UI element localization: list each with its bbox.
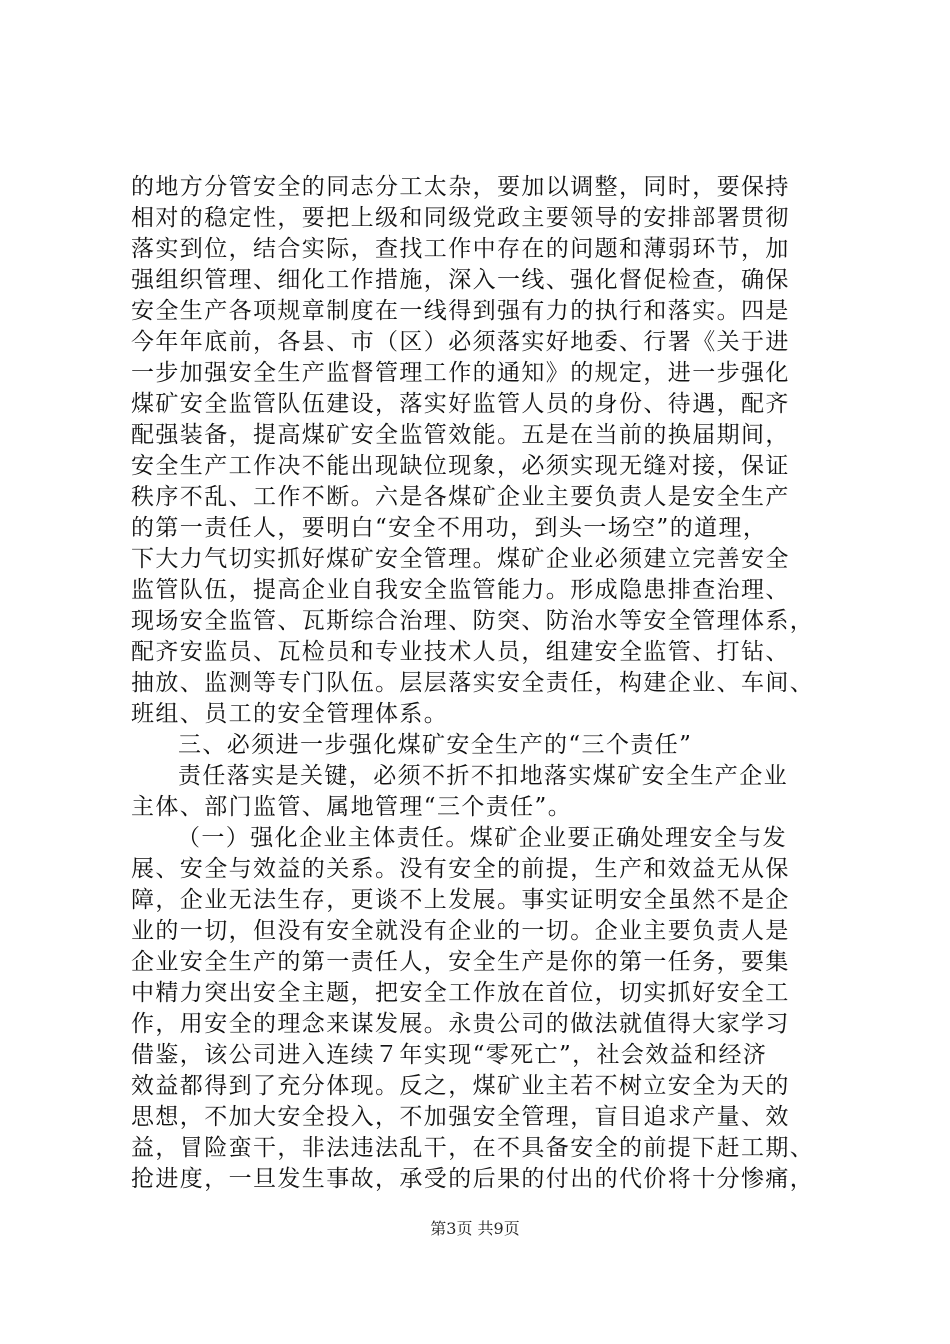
text-line: 企业安全生产的第一责任人，安全生产是你的第一任务，要集 bbox=[131, 949, 790, 975]
text-line: 现场安全监管、瓦斯综合治理、防突、防治水等安全管理体系， bbox=[131, 608, 815, 634]
text-line: 下大力气切实抓好煤矿安全管理。煤矿企业必须建立完善安全 bbox=[131, 546, 790, 572]
text-line: 强组织管理、细化工作措施，深入一线、强化督促检查，确保 bbox=[131, 267, 790, 293]
text-line: 抢进度，一旦发生事故，承受的后果的付出的代价将十分惨痛， bbox=[131, 1166, 815, 1192]
text-line: 效益都得到了充分体现。反之，煤矿业主若不树立安全为天的 bbox=[131, 1073, 790, 1099]
text-line: 展、安全与效益的关系。没有安全的前提，生产和效益无从保 bbox=[131, 856, 790, 882]
text-line: 配齐安监员、瓦检员和专业技术人员，组建安全监管、打钻、 bbox=[131, 639, 790, 665]
text-line: 业的一切，但没有安全就没有企业的一切。企业主要负责人是 bbox=[131, 918, 790, 944]
subsection-heading-line: （一）强化企业主体责任。煤矿企业要正确处理安全与发 bbox=[177, 825, 787, 851]
text-line: 煤矿安全监管队伍建设，落实好监管人员的身份、待遇，配齐 bbox=[131, 391, 790, 417]
text-line: 的第一责任人，要明白“安全不用功，到头一场空”的道理， bbox=[131, 515, 768, 541]
text-line: 障，企业无法生存，更谈不上发展。事实证明安全虽然不是企 bbox=[131, 887, 790, 913]
paragraph-start-line: 责任落实是关键，必须不折不扣地落实煤矿安全生产企业 bbox=[178, 763, 788, 789]
text-line: 今年年底前，各县、市（区）必须落实好地委、行署《关于进 bbox=[131, 329, 790, 355]
text-line: 安全生产工作决不能出现缺位现象，必须实现无缝对接，保证 bbox=[131, 453, 790, 479]
text-line: 秩序不乱、工作不断。六是各煤矿企业主要负责人是安全生产 bbox=[131, 484, 790, 510]
body-text bbox=[131, 172, 831, 1195]
text-line: 作，用安全的理念来谋发展。永贵公司的做法就值得大家学习 bbox=[131, 1011, 790, 1037]
text-line: 安全生产各项规章制度在一线得到强有力的执行和落实。四是 bbox=[131, 298, 790, 324]
text-line: 配强装备，提高煤矿安全监管效能。五是在当前的换届期间， bbox=[131, 422, 790, 448]
text-line: 借鉴，该公司进入连续７年实现“零死亡”，社会效益和经济 bbox=[131, 1042, 768, 1068]
text-line: 监管队伍，提高企业自我安全监管能力。形成隐患排查治理、 bbox=[131, 577, 790, 603]
text-line: 益，冒险蛮干，非法违法乱干，在不具备安全的前提下赶工期、 bbox=[131, 1135, 815, 1161]
text-line: 抽放、监测等专门队伍。层层落实安全责任，构建企业、车间、 bbox=[131, 670, 815, 696]
page-footer: 第3页 共9页 bbox=[430, 1219, 520, 1238]
text-line: 的地方分管安全的同志分工太杂，要加以调整，同时，要保持 bbox=[131, 174, 790, 200]
text-line: 思想，不加大安全投入，不加强安全管理，盲目追求产量、效 bbox=[131, 1104, 790, 1130]
text-line: 班组、员工的安全管理体系。 bbox=[131, 701, 449, 727]
text-line: 相对的稳定性，要把上级和同级党政主要领导的安排部署贯彻 bbox=[131, 205, 790, 231]
section-heading: 三、必须进一步强化煤矿安全生产的“三个责任” bbox=[178, 732, 693, 758]
text-line: 一步加强安全生产监督管理工作的通知》的规定，进一步强化 bbox=[131, 360, 790, 386]
text-line: 中精力突出安全主题，把安全工作放在首位，切实抓好安全工 bbox=[131, 980, 790, 1006]
text-line: 主体、部门监管、属地管理“三个责任”。 bbox=[131, 794, 573, 820]
text-line: 落实到位，结合实际，查找工作中存在的问题和薄弱环节，加 bbox=[131, 236, 790, 262]
